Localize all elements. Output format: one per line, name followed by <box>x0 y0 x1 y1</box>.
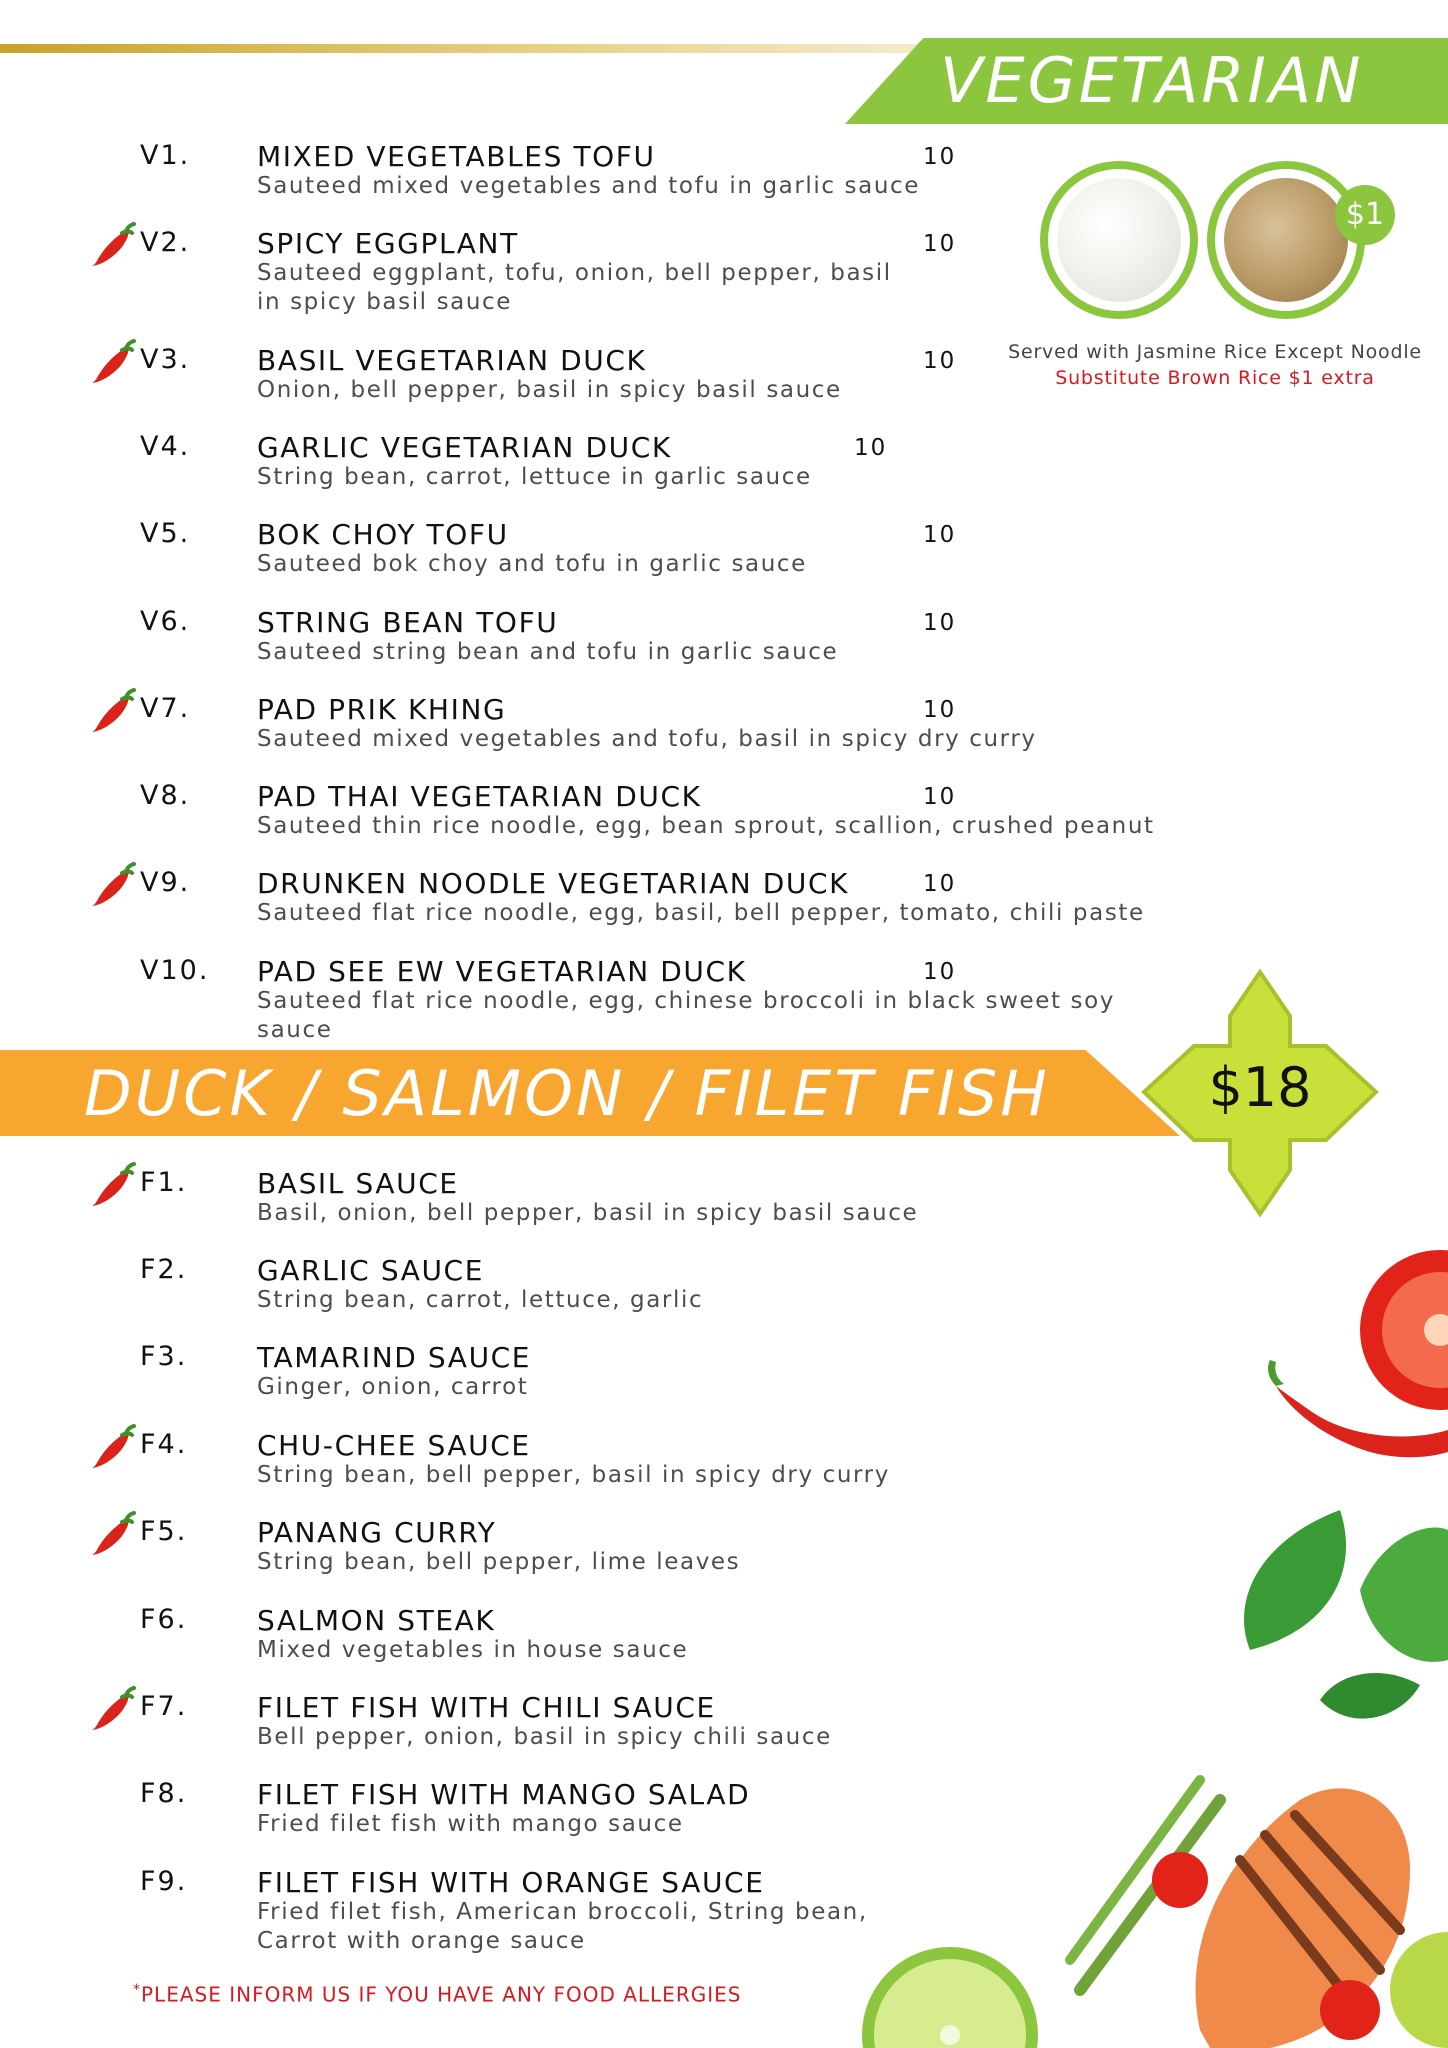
item-name: SALMON STEAK <box>257 1604 496 1637</box>
item-name: FILET FISH WITH MANGO SALAD <box>257 1778 751 1811</box>
item-name: GARLIC SAUCE <box>257 1254 484 1287</box>
item-code: V1. <box>140 140 191 171</box>
chili-pepper-icon <box>88 1685 136 1733</box>
item-code: F4. <box>140 1429 188 1460</box>
item-code: V3. <box>140 344 191 375</box>
rice-serving-note: Served with Jasmine Rice Except Noodle <box>1008 341 1422 363</box>
item-name: GARLIC VEGETARIAN DUCK <box>257 431 672 464</box>
grilled-salmon-image <box>1050 1740 1448 2048</box>
chili-pepper-icon <box>88 687 136 735</box>
item-name: PAD SEE EW VEGETARIAN DUCK <box>257 955 747 988</box>
menu-item-v9 <box>0 867 1448 947</box>
item-code: F1. <box>140 1167 188 1198</box>
allergy-notice-text: PLEASE INFORM US IF YOU HAVE ANY FOOD ALLERGIES <box>141 1982 742 2007</box>
item-name: MIXED VEGETABLES TOFU <box>257 140 656 173</box>
item-code: F8. <box>140 1778 188 1809</box>
item-name: PANANG CURRY <box>257 1516 497 1549</box>
chili-pepper-icon <box>88 861 136 909</box>
item-name: TAMARIND SAUCE <box>257 1341 532 1374</box>
rice-info-panel <box>1005 155 1425 395</box>
item-name: FILET FISH WITH CHILI SAUCE <box>257 1691 716 1724</box>
item-price: 10 <box>854 435 888 461</box>
item-code: V2. <box>140 227 191 258</box>
menu-item-f4 <box>0 1429 1448 1509</box>
basil-leaves-image <box>1210 1500 1448 1740</box>
item-name: SPICY EGGPLANT <box>257 227 519 260</box>
item-description: String bean, bell pepper, lime leaves <box>257 1549 741 1575</box>
item-description: Onion, bell pepper, basil in spicy basil sauce <box>257 377 842 403</box>
item-description: Fried filet fish, American broccoli, String bean, Carrot with orange sauce <box>257 1899 868 1954</box>
menu-item-v5 <box>0 518 1448 598</box>
menu-item-f1 <box>0 1167 1448 1247</box>
allergy-notice <box>133 1982 741 2007</box>
item-description: Sauteed flat rice noodle, egg, chinese broccoli in black sweet soy sauce <box>257 988 1116 1043</box>
section-price: $18 <box>1208 1056 1312 1119</box>
item-price: 10 <box>923 522 957 548</box>
item-name: CHU-CHEE SAUCE <box>257 1429 531 1462</box>
item-code: V9. <box>140 867 191 898</box>
item-code: V10. <box>140 955 210 986</box>
item-name: BOK CHOY TOFU <box>257 518 509 551</box>
item-description: Fried filet fish with mango sauce <box>257 1811 684 1837</box>
item-description: Sauteed thin rice noodle, egg, bean sprout, scallion, crushed peanut <box>257 813 1155 839</box>
menu-item-f3 <box>0 1341 1448 1421</box>
item-name: STRING BEAN TOFU <box>257 606 559 639</box>
item-price: 10 <box>923 871 957 897</box>
menu-item-v6 <box>0 606 1448 686</box>
item-description: Sauteed mixed vegetables and tofu in garlic sauce <box>257 173 920 199</box>
item-price: 10 <box>923 610 957 636</box>
item-description: Mixed vegetables in house sauce <box>257 1637 689 1663</box>
chili-pepper-icon <box>88 1510 136 1558</box>
duck-salmon-fish-title: DUCK / SALMON / FILET FISH <box>84 1057 1050 1130</box>
vegetarian-title: VEGETARIAN <box>940 44 1364 117</box>
chili-pepper-icon <box>88 1423 136 1471</box>
item-code: V8. <box>140 780 191 811</box>
item-code: F2. <box>140 1254 188 1285</box>
item-code: V5. <box>140 518 191 549</box>
item-code: V4. <box>140 431 191 462</box>
item-code: V7. <box>140 693 191 724</box>
item-name: DRUNKEN NOODLE VEGETARIAN DUCK <box>257 867 850 900</box>
gold-divider <box>0 44 940 53</box>
item-description: Sauteed string bean and tofu in garlic sauce <box>257 639 839 665</box>
item-description: Bell pepper, onion, basil in spicy chili sauce <box>257 1724 832 1750</box>
item-description: Ginger, onion, carrot <box>257 1374 529 1400</box>
menu-item-v8 <box>0 780 1448 860</box>
item-name: BASIL SAUCE <box>257 1167 459 1200</box>
item-name: FILET FISH WITH ORANGE SAUCE <box>257 1866 765 1899</box>
item-name: BASIL VEGETARIAN DUCK <box>257 344 647 377</box>
item-description: String bean, bell pepper, basil in spicy dry curry <box>257 1462 890 1488</box>
item-name: PAD THAI VEGETARIAN DUCK <box>257 780 702 813</box>
chili-pepper-icon <box>88 221 136 269</box>
item-price: 10 <box>923 144 957 170</box>
item-price: 10 <box>923 231 957 257</box>
item-description: Sauteed bok choy and tofu in garlic sauce <box>257 551 807 577</box>
item-description: Sauteed mixed vegetables and tofu, basil in spicy dry curry <box>257 726 1037 752</box>
item-description: Sauteed flat rice noodle, egg, basil, bell pepper, tomato, chili paste <box>257 900 1145 926</box>
item-name: PAD PRIK KHING <box>257 693 507 726</box>
item-code: V6. <box>140 606 191 637</box>
brown-rice-price-badge: $1 <box>1335 185 1395 245</box>
item-description: Basil, onion, bell pepper, basil in spicy basil sauce <box>257 1200 919 1226</box>
menu-item-f2 <box>0 1254 1448 1334</box>
item-code: F6. <box>140 1604 188 1635</box>
item-code: F3. <box>140 1341 188 1372</box>
item-price: 10 <box>923 697 957 723</box>
menu-item-v4 <box>0 431 1448 511</box>
item-code: F9. <box>140 1866 188 1897</box>
item-code: F7. <box>140 1691 188 1722</box>
red-chili-image <box>1260 1360 1448 1470</box>
brown-rice-bowl-image <box>1207 161 1365 319</box>
item-price: 10 <box>923 784 957 810</box>
item-description: Sauteed eggplant, tofu, onion, bell pepper, basil in spicy basil sauce <box>257 260 892 315</box>
item-description: String bean, carrot, lettuce in garlic sauce <box>257 464 812 490</box>
chili-pepper-icon <box>88 1161 136 1209</box>
asterisk: * <box>133 1982 141 1998</box>
item-code: F5. <box>140 1516 188 1547</box>
chili-pepper-icon <box>88 338 136 386</box>
item-price: 10 <box>923 959 957 985</box>
menu-item-v7 <box>0 693 1448 773</box>
brown-rice-substitute-note: Substitute Brown Rice $1 extra <box>1055 367 1375 389</box>
lime-slice-image <box>860 1940 1040 2048</box>
item-price: 10 <box>923 348 957 374</box>
item-description: String bean, carrot, lettuce, garlic <box>257 1287 704 1313</box>
jasmine-rice-bowl-image <box>1040 161 1198 319</box>
